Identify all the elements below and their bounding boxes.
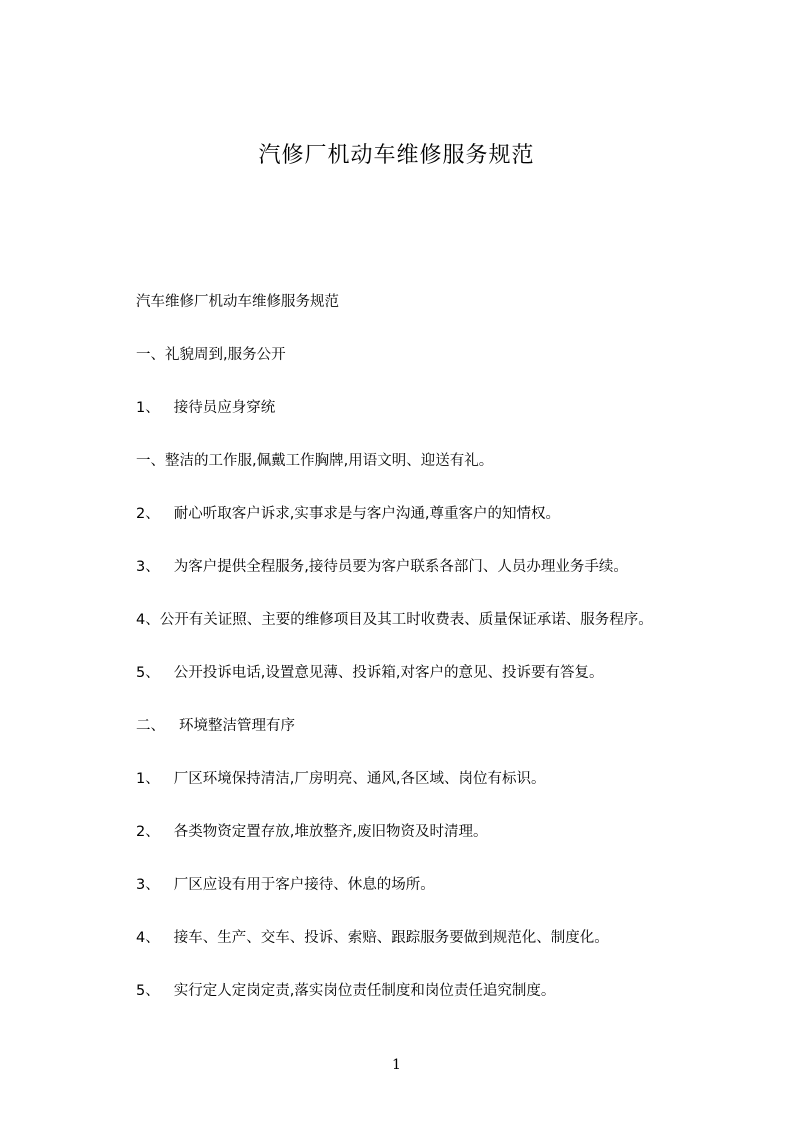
paragraph-text: 一、整洁的工作服,佩戴工作胸牌,用语文明、迎送有礼。 xyxy=(136,453,494,469)
paragraph-text: 实行定人定岗定责,落实岗位责任制度和岗位责任追究制度。 xyxy=(173,983,556,999)
paragraph-text: 厂区应设有用于客户接待、休息的场所。 xyxy=(173,877,435,893)
list-item xyxy=(136,769,736,789)
item-number: 3、 xyxy=(136,877,160,893)
list-item xyxy=(136,663,736,683)
paragraph xyxy=(136,451,736,471)
paragraph-subtitle xyxy=(136,292,736,312)
paragraph-text: 环境整洁管理有序 xyxy=(179,718,295,734)
item-number: 4、 xyxy=(136,930,160,946)
section-heading-2 xyxy=(136,716,736,736)
item-number: 5、 xyxy=(136,665,160,681)
page-title: 汽修厂机动车维修服务规范 xyxy=(258,143,535,168)
paragraph-text: 接待员应身穿统 xyxy=(173,400,276,416)
list-item xyxy=(136,875,736,895)
item-number: 5、 xyxy=(136,983,160,999)
list-item xyxy=(136,981,736,1001)
section-heading-1 xyxy=(136,345,736,365)
list-item xyxy=(136,822,736,842)
paragraph xyxy=(136,610,736,630)
paragraph-text: 一、礼貌周到,服务公开 xyxy=(136,347,286,363)
item-number: 1、 xyxy=(136,400,160,416)
paragraph-text: 耐心听取客户诉求,实事求是与客户沟通,尊重客户的知情权。 xyxy=(173,506,560,522)
item-number: 2、 xyxy=(136,506,160,522)
page-number: 1 xyxy=(392,1057,401,1073)
list-item xyxy=(136,928,736,948)
paragraph-text: 4、公开有关证照、主要的维修项目及其工时收费表、质量保证承诺、服务程序。 xyxy=(136,612,653,628)
item-number: 1、 xyxy=(136,771,160,787)
list-item xyxy=(136,557,736,577)
list-item xyxy=(136,504,736,524)
paragraph-text: 接车、生产、交车、投诉、索赔、跟踪服务要做到规范化、制度化。 xyxy=(173,930,609,946)
list-item xyxy=(136,398,736,418)
item-number: 3、 xyxy=(136,559,160,575)
item-number: 二、 xyxy=(136,718,165,734)
item-number: 2、 xyxy=(136,824,160,840)
paragraph-text: 汽车维修厂机动车维修服务规范 xyxy=(136,294,339,310)
paragraph-text: 为客户提供全程服务,接待员要为客户联系各部门、人员办理业务手续。 xyxy=(173,559,628,575)
paragraph-text: 各类物资定置存放,堆放整齐,废旧物资及时清理。 xyxy=(173,824,488,840)
paragraph-text: 公开投诉电话,设置意见薄、投诉箱,对客户的意见、投诉要有答复。 xyxy=(173,665,604,681)
paragraph-text: 厂区环境保持清洁,厂房明亮、通风,各区域、岗位有标识。 xyxy=(173,771,546,787)
